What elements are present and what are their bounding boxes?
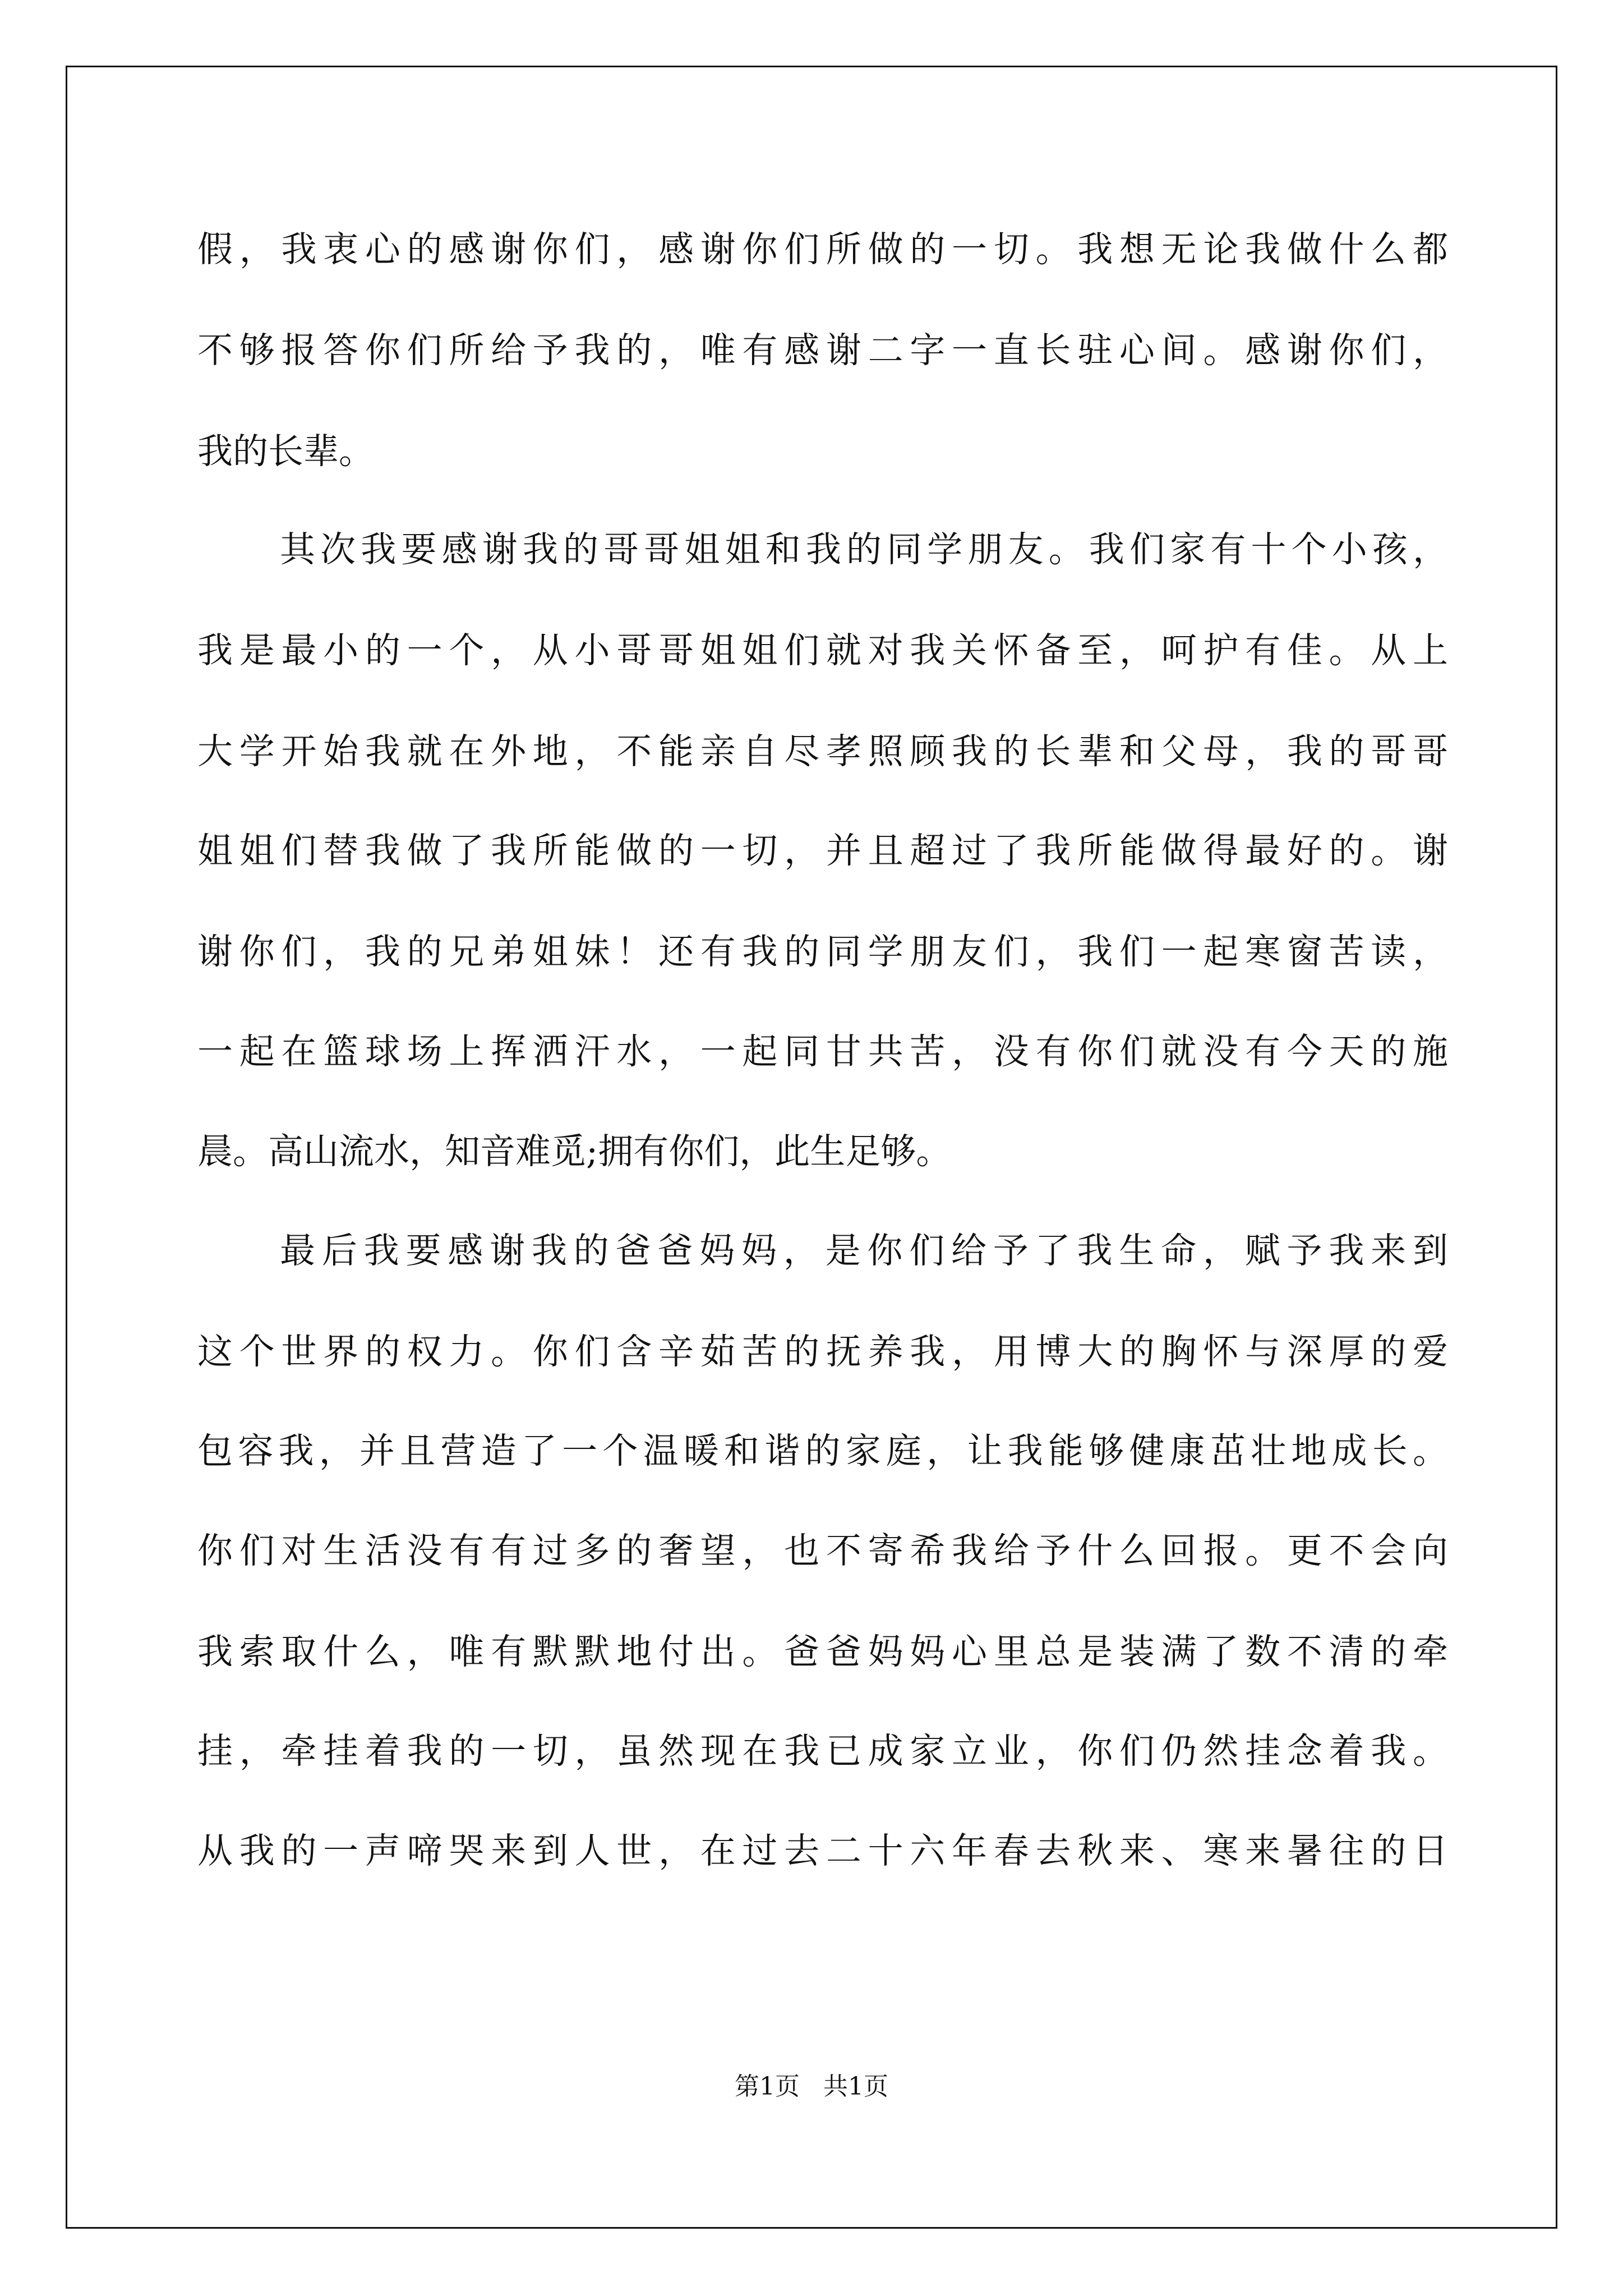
text-line: 大学开始我就在外地，不能亲自尽孝照顾我的长辈和父母，我的哥哥 — [197, 731, 1448, 772]
text-line: 包容我，并且营造了一个温暖和谐的家庭，让我能够健康茁壮地成长。 — [197, 1430, 1448, 1471]
text-line: 谢你们，我的兄弟姐妹！还有我的同学朋友们，我们一起寒窗苦读， — [197, 931, 1448, 972]
text-line: 我索取什么，唯有默默地付出。爸爸妈妈心里总是装满了数不清的牵 — [197, 1631, 1448, 1672]
text-line: 从我的一声啼哭来到人世，在过去二十六年春去秋来、寒来暑往的日 — [197, 1830, 1448, 1871]
text-line: 最后我要感谢我的爸爸妈妈，是你们给予了我生命，赋予我来到 — [280, 1230, 1448, 1271]
text-line: 你们对生活没有有过多的奢望，也不寄希我给予什么回报。更不会向 — [197, 1530, 1448, 1571]
text-line: 我的长辈。 — [197, 431, 374, 472]
text-line: 晨。高山流水，知音难觅;拥有你们，此生足够。 — [197, 1131, 952, 1172]
text-line: 姐姐们替我做了我所能做的一切，并且超过了我所能做得最好的。谢 — [197, 830, 1448, 871]
page-number: 第1页 — [735, 2072, 800, 2101]
text-line: 其次我要感谢我的哥哥姐姐和我的同学朋友。我们家有十个小孩， — [280, 529, 1448, 570]
text-line: 挂，牵挂着我的一切，虽然现在我已成家立业，你们仍然挂念着我。 — [197, 1731, 1448, 1772]
text-line: 这个世界的权力。你们含辛茹苦的抚养我，用博大的胸怀与深厚的爱 — [197, 1331, 1448, 1372]
text-line: 我是最小的一个，从小哥哥姐姐们就对我关怀备至，呵护有佳。从上 — [197, 630, 1448, 671]
text-line: 一起在篮球场上挥洒汗水，一起同甘共苦，没有你们就没有今天的施 — [197, 1031, 1448, 1072]
page-total: 共1页 — [823, 2072, 888, 2101]
text-line: 假，我衷心的感谢你们，感谢你们所做的一切。我想无论我做什么都 — [197, 229, 1448, 270]
text-line: 不够报答你们所给予我的，唯有感谢二字一直长驻心间。感谢你们， — [197, 330, 1448, 371]
page-footer — [0, 2070, 1623, 2104]
